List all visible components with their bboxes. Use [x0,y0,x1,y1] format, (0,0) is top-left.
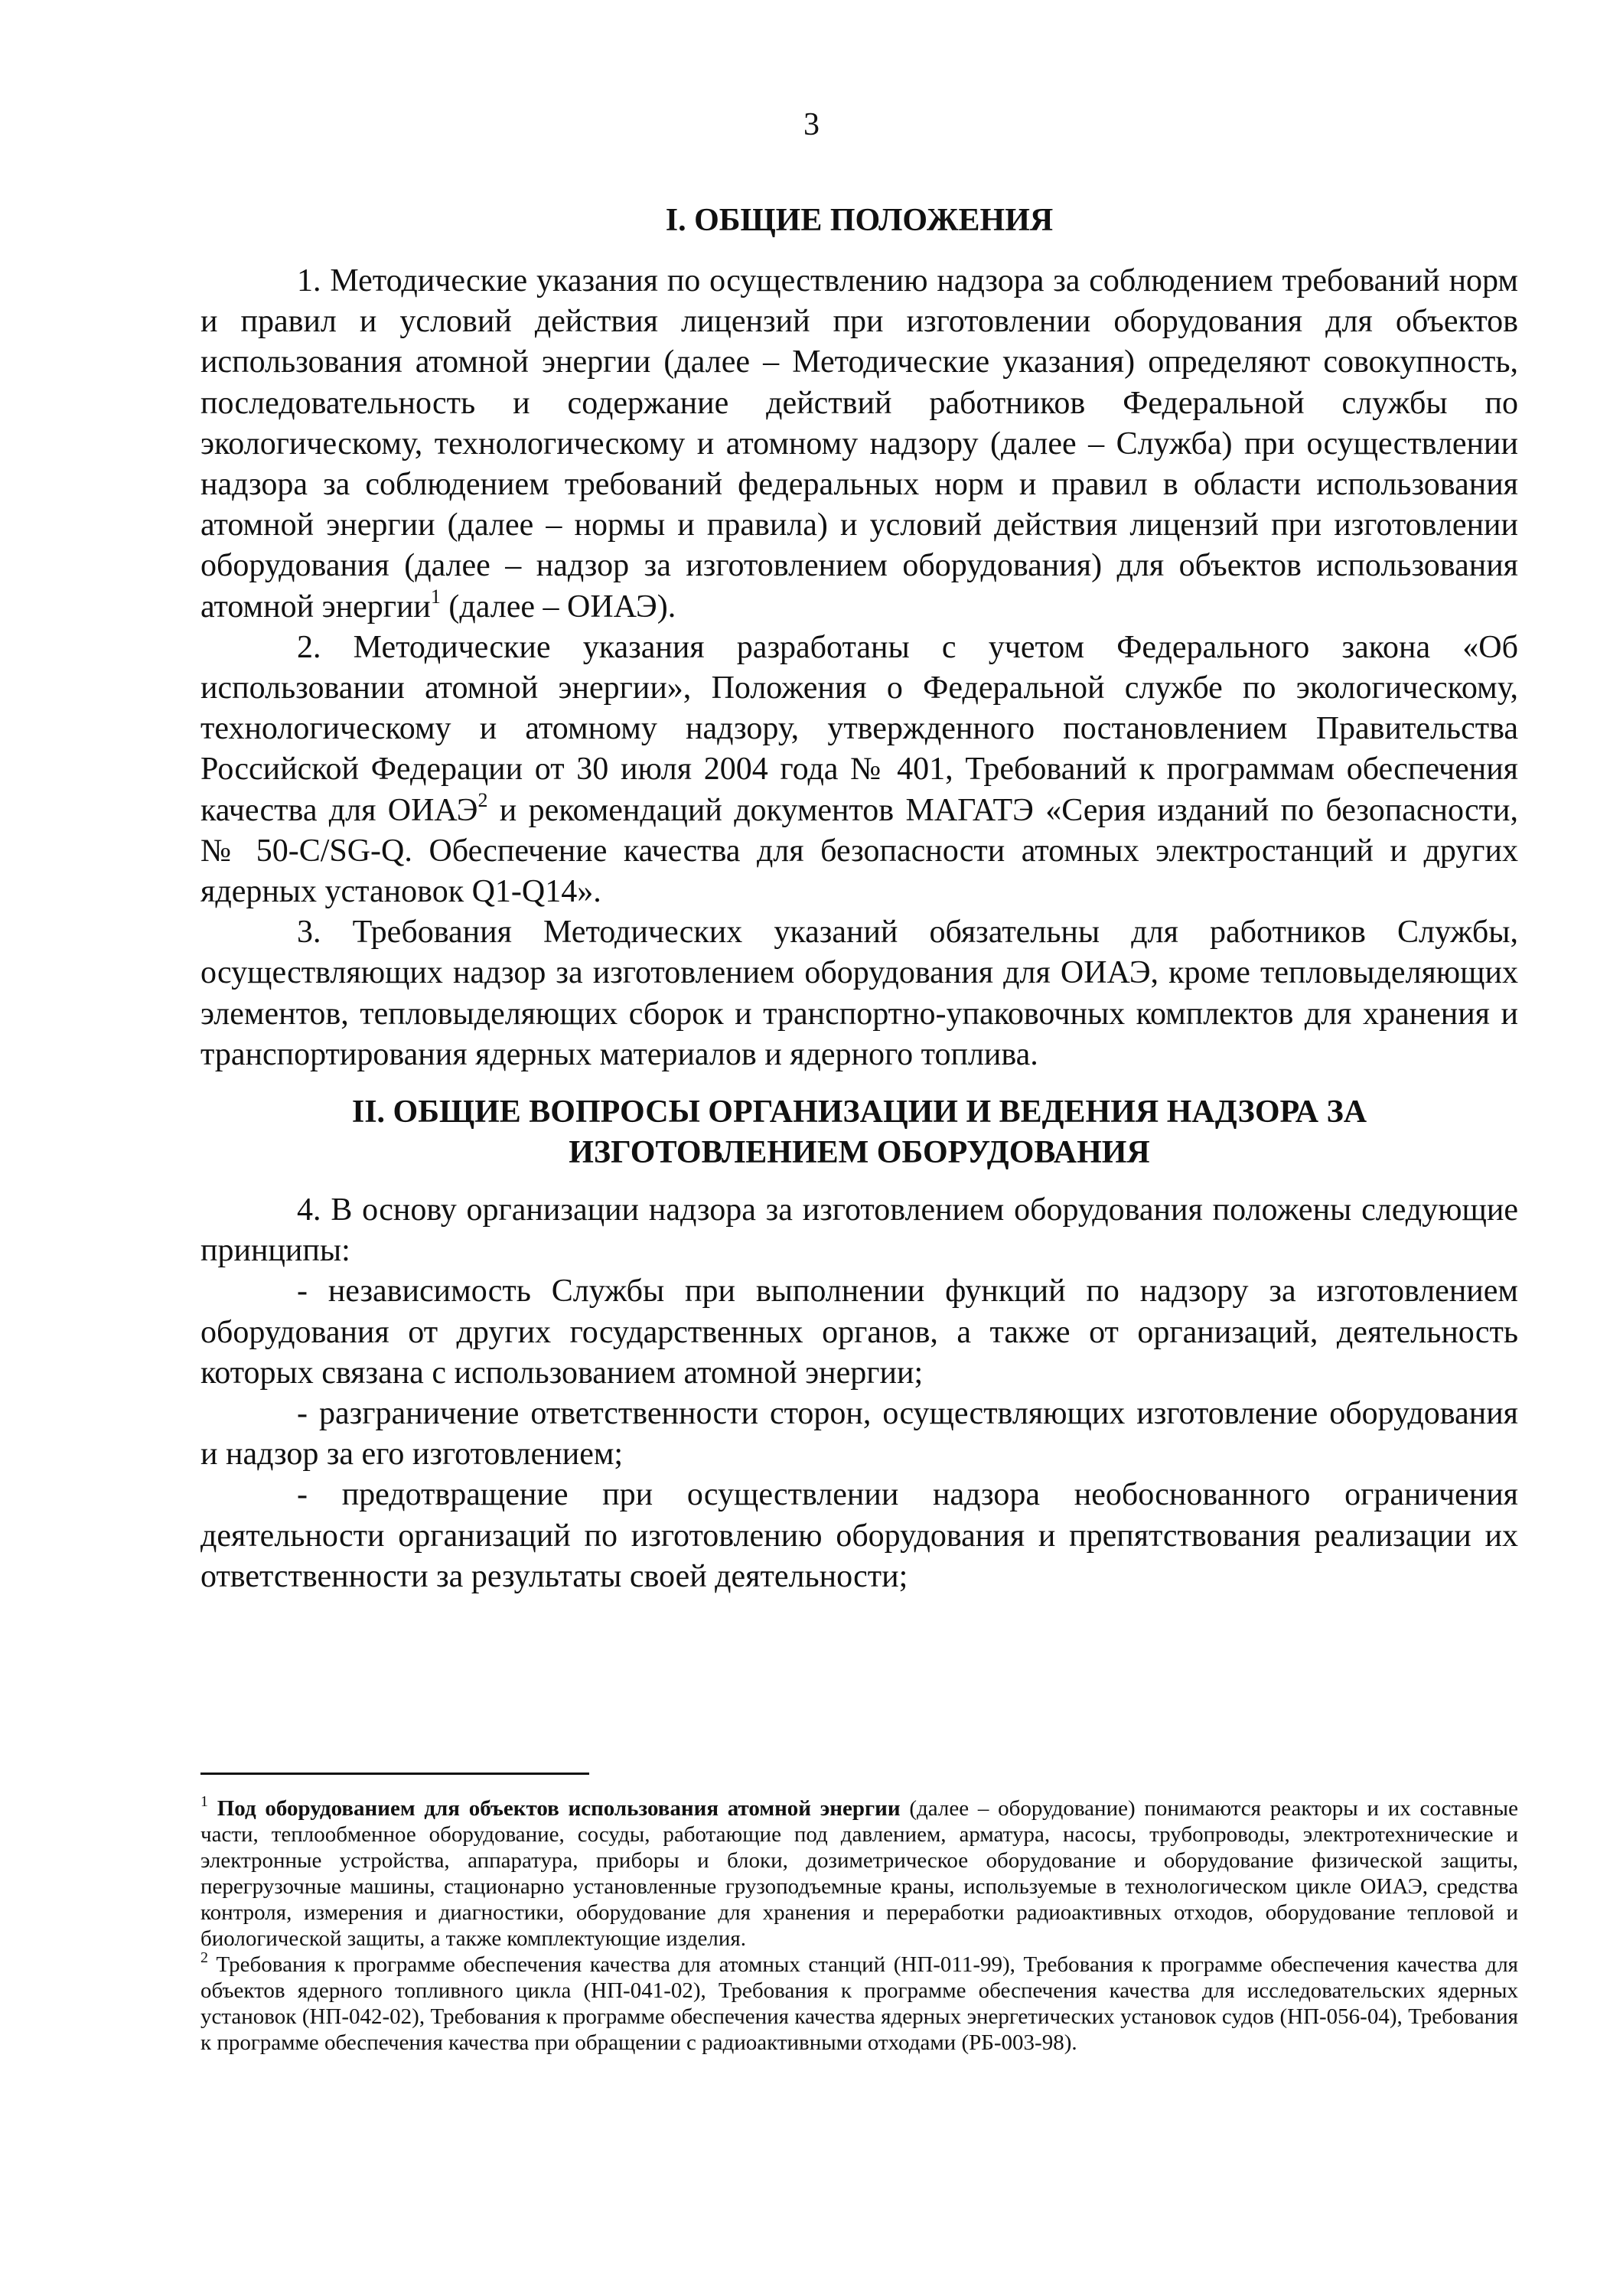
section-2-heading-line-2: ИЗГОТОВЛЕНИЕМ ОБОРУДОВАНИЯ [569,1135,1150,1171]
principle-item: - разграничение ответственности сторон, осуществляющих изготовление оборудования и надзор за его изготовлением; [200,1396,1518,1473]
footnote-2-text: Требования к программе обеспечения качества для атомных станций (НП-011-99), Требования к программе обеспечения качества для объектов ядерного топливного цикла (НП-041-02), Требования к программе обеспечения качества для исследовательских ядерных установок (НП-042-02), Требования к программе обеспечения качества ядерных энергетических установок судов (НП-056-04), Требования к программе обеспечения качества при обращении с радиоактивными отходами (РБ-003-98). [200,1952,1519,2055]
section-2-heading-line-1: II. ОБЩИЕ ВОПРОСЫ ОРГАНИЗАЦИИ И ВЕДЕНИЯ НАДЗОРА ЗА [351,1094,1367,1130]
paragraph-1-text-end: (далее – ОИАЭ). [440,589,676,625]
footnote-1 [200,1795,1518,1952]
section-1-heading: I. ОБЩИЕ ПОЛОЖЕНИЯ [665,203,1054,238]
footnote-1-marker: 1 [200,1793,208,1810]
paragraph-2-text-end: и рекомендаций документов МАГАТЭ «Серия изданий по безопасности, № 50-C/SG-Q. Обеспечение качества для безопасности атомных электростанций и других ядерных установок Q1-Q14». [200,792,1518,910]
footnote-divider [200,1773,589,1775]
paragraph-3: 3. Требования Методических указаний обязательны для работников Службы, осуществляющих надзор за изготовлением оборудования для ОИАЭ, кроме тепловыделяющих элементов, тепловыделяющих сборок и транспортно-упаковочных комплектов для хранения и транспортирования ядерных материалов и ядерного топлива. [200,915,1518,1072]
paragraph-1-text: 1. Методические указания по осуществлению надзора за соблюдением требований норм и правил и условий действия лицензий при изготовлении оборудования для объектов использования атомной энергии (далее – Методические указания) определяют совокупность, последовательность и содержание действий работников Федеральной службы по экологическому, технологическому и атомному надзору (далее – Служба) при осуществлении надзора за соблюдением требований федеральных норм и правил в области использования атомной энергии (далее – нормы и правила) и условий действия лицензий при изготовлении оборудования (далее – надзор за изготовлением оборудования) для объектов использования атомной энергии [200,263,1518,625]
document-body [200,201,1518,1597]
footnote-2 [200,1949,1519,2056]
paragraph-1 [200,261,1518,628]
paragraph-4: 4. В основу организации надзора за изготовлением оборудования положены следующие принципы: [200,1192,1518,1269]
paragraph-2 [200,628,1518,912]
principle-item: - независимость Службы при выполнении функций по надзору за изготовлением оборудования от других государственных органов, а также от организаций, деятельность которых связана с использованием атомной энергии; [200,1274,1518,1391]
footnote-ref-2[interactable]: 2 [477,788,488,811]
principle-item: - предотвращение при осуществлении надзора необоснованного ограничения деятельности организаций по изготовлению оборудования и препятствования реализации их ответственности за результаты своей деятельности; [200,1477,1518,1594]
section-2-heading [200,1092,1518,1173]
footnote-1-term: Под оборудованием для объектов использования атомной энергии [217,1796,901,1821]
page-number: 3 [803,107,820,142]
footnotes [200,1795,1518,2056]
paragraph-2-text: 2. Методические указания разработаны с учетом Федерального закона «Об использовании атомной энергии», Положения о Федеральной службе по экологическому, технологическому и атомному надзору, утвержденного постановлением Правительства Российской Федерации от 30 июля 2004 года № 401, Требований к программам обеспечения качества для ОИАЭ [200,629,1518,828]
footnote-ref-1[interactable]: 1 [430,585,441,608]
footnote-2-marker: 2 [200,1949,208,1966]
footnote-1-text: (далее – оборудование) понимаются реакторы и их составные части, теплообменное оборудование, сосуды, работающие под давлением, арматура, насосы, трубопроводы, электротехнические и электронные устройства, аппаратура, приборы и блоки, дозиметрическое оборудование и оборудование физической защиты, перегрузочные машины, стационарно установленные грузоподъемные краны, используемые в технологическом цикле ОИАЭ, средства контроля, измерения и диагностики, оборудование для хранения и переработки радиоактивных отходов, оборудование тепловой и биологической защиты, а также комплектующие изделия. [200,1796,1518,1951]
